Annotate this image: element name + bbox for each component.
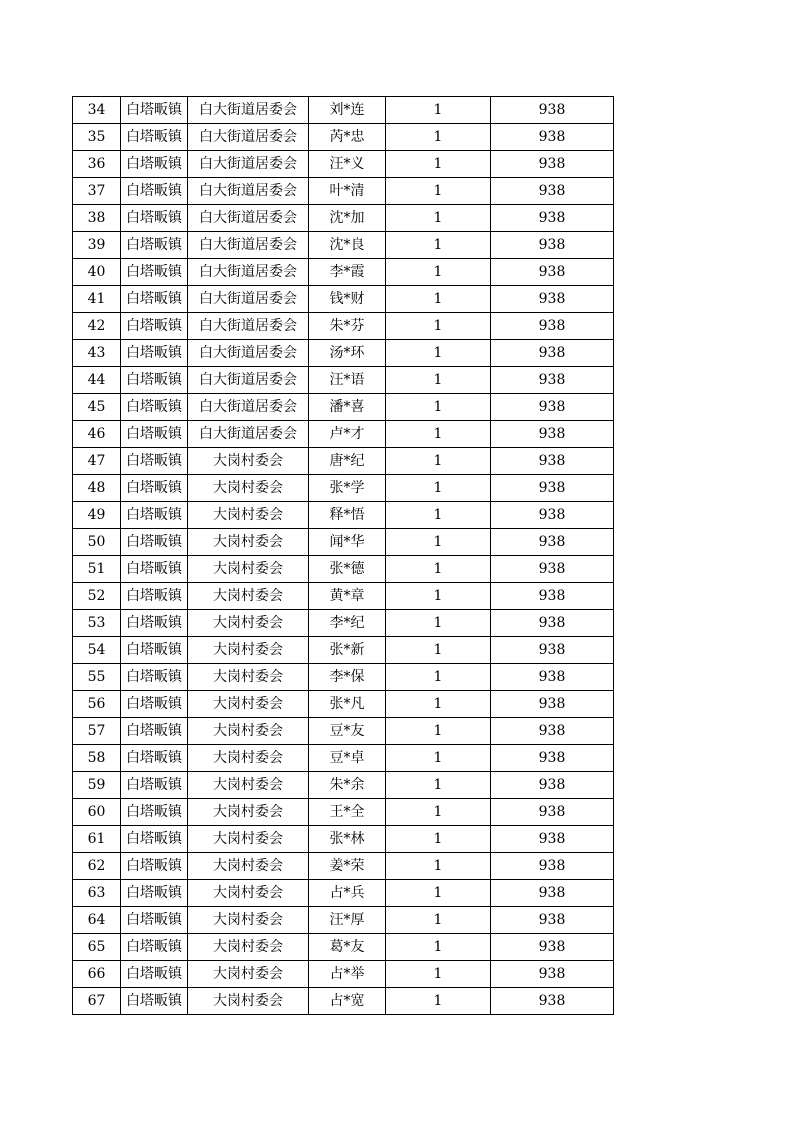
row-number-cell: 65 [73, 934, 121, 961]
table-row [73, 97, 614, 124]
count-cell: 1 [386, 691, 491, 718]
person-name-cell: 占*兵 [309, 880, 386, 907]
amount-cell: 938 [491, 286, 614, 313]
committee-cell: 大岗村委会 [188, 691, 309, 718]
town-cell: 白塔畈镇 [121, 97, 188, 124]
town-cell: 白塔畈镇 [121, 745, 188, 772]
amount-cell: 938 [491, 502, 614, 529]
town-cell: 白塔畈镇 [121, 529, 188, 556]
row-number-cell: 52 [73, 583, 121, 610]
count-cell: 1 [386, 232, 491, 259]
count-cell: 1 [386, 367, 491, 394]
count-cell: 1 [386, 988, 491, 1015]
committee-cell: 白大街道居委会 [188, 205, 309, 232]
count-cell: 1 [386, 880, 491, 907]
row-number-cell: 62 [73, 853, 121, 880]
amount-cell: 938 [491, 448, 614, 475]
committee-cell: 大岗村委会 [188, 853, 309, 880]
town-cell: 白塔畈镇 [121, 367, 188, 394]
table-row [73, 475, 614, 502]
table-row [73, 421, 614, 448]
count-cell: 1 [386, 502, 491, 529]
town-cell: 白塔畈镇 [121, 853, 188, 880]
town-cell: 白塔畈镇 [121, 664, 188, 691]
row-number-cell: 37 [73, 178, 121, 205]
row-number-cell: 51 [73, 556, 121, 583]
person-name-cell: 朱*芬 [309, 313, 386, 340]
person-name-cell: 张*凡 [309, 691, 386, 718]
table-row [73, 961, 614, 988]
count-cell: 1 [386, 178, 491, 205]
amount-cell: 938 [491, 178, 614, 205]
row-number-cell: 49 [73, 502, 121, 529]
town-cell: 白塔畈镇 [121, 475, 188, 502]
row-number-cell: 34 [73, 97, 121, 124]
committee-cell: 大岗村委会 [188, 907, 309, 934]
count-cell: 1 [386, 853, 491, 880]
table-row [73, 367, 614, 394]
committee-cell: 大岗村委会 [188, 718, 309, 745]
person-name-cell: 朱*余 [309, 772, 386, 799]
row-number-cell: 38 [73, 205, 121, 232]
amount-cell: 938 [491, 826, 614, 853]
town-cell: 白塔畈镇 [121, 772, 188, 799]
count-cell: 1 [386, 394, 491, 421]
row-number-cell: 64 [73, 907, 121, 934]
row-number-cell: 63 [73, 880, 121, 907]
count-cell: 1 [386, 610, 491, 637]
row-number-cell: 47 [73, 448, 121, 475]
amount-cell: 938 [491, 637, 614, 664]
town-cell: 白塔畈镇 [121, 232, 188, 259]
count-cell: 1 [386, 961, 491, 988]
count-cell: 1 [386, 907, 491, 934]
person-name-cell: 汪*语 [309, 367, 386, 394]
row-number-cell: 46 [73, 421, 121, 448]
count-cell: 1 [386, 826, 491, 853]
table-body [73, 97, 614, 1015]
town-cell: 白塔畈镇 [121, 934, 188, 961]
row-number-cell: 44 [73, 367, 121, 394]
table-row [73, 907, 614, 934]
count-cell: 1 [386, 718, 491, 745]
committee-cell: 白大街道居委会 [188, 286, 309, 313]
table-row [73, 880, 614, 907]
person-name-cell: 沈*加 [309, 205, 386, 232]
town-cell: 白塔畈镇 [121, 340, 188, 367]
row-number-cell: 59 [73, 772, 121, 799]
count-cell: 1 [386, 529, 491, 556]
table-row [73, 205, 614, 232]
count-cell: 1 [386, 664, 491, 691]
table-row [73, 286, 614, 313]
amount-cell: 938 [491, 124, 614, 151]
committee-cell: 大岗村委会 [188, 961, 309, 988]
committee-cell: 大岗村委会 [188, 637, 309, 664]
committee-cell: 大岗村委会 [188, 934, 309, 961]
person-name-cell: 李*保 [309, 664, 386, 691]
table-row [73, 556, 614, 583]
person-name-cell: 张*新 [309, 637, 386, 664]
count-cell: 1 [386, 745, 491, 772]
row-number-cell: 35 [73, 124, 121, 151]
amount-cell: 938 [491, 907, 614, 934]
person-name-cell: 钱*财 [309, 286, 386, 313]
table-row [73, 718, 614, 745]
amount-cell: 938 [491, 313, 614, 340]
town-cell: 白塔畈镇 [121, 151, 188, 178]
town-cell: 白塔畈镇 [121, 205, 188, 232]
table-row [73, 610, 614, 637]
row-number-cell: 53 [73, 610, 121, 637]
town-cell: 白塔畈镇 [121, 637, 188, 664]
table-row [73, 313, 614, 340]
count-cell: 1 [386, 421, 491, 448]
count-cell: 1 [386, 205, 491, 232]
amount-cell: 938 [491, 772, 614, 799]
row-number-cell: 36 [73, 151, 121, 178]
row-number-cell: 42 [73, 313, 121, 340]
person-name-cell: 汪*义 [309, 151, 386, 178]
row-number-cell: 41 [73, 286, 121, 313]
table-row [73, 502, 614, 529]
town-cell: 白塔畈镇 [121, 178, 188, 205]
amount-cell: 938 [491, 394, 614, 421]
town-cell: 白塔畈镇 [121, 880, 188, 907]
committee-cell: 白大街道居委会 [188, 259, 309, 286]
person-name-cell: 占*举 [309, 961, 386, 988]
committee-cell: 大岗村委会 [188, 880, 309, 907]
person-name-cell: 释*悟 [309, 502, 386, 529]
amount-cell: 938 [491, 691, 614, 718]
committee-cell: 大岗村委会 [188, 583, 309, 610]
committee-cell: 白大街道居委会 [188, 340, 309, 367]
table-row [73, 745, 614, 772]
amount-cell: 938 [491, 151, 614, 178]
committee-cell: 大岗村委会 [188, 610, 309, 637]
town-cell: 白塔畈镇 [121, 610, 188, 637]
amount-cell: 938 [491, 745, 614, 772]
table-row [73, 664, 614, 691]
committee-cell: 大岗村委会 [188, 745, 309, 772]
person-name-cell: 潘*喜 [309, 394, 386, 421]
committee-cell: 白大街道居委会 [188, 232, 309, 259]
row-number-cell: 48 [73, 475, 121, 502]
person-name-cell: 姜*荣 [309, 853, 386, 880]
person-name-cell: 黄*章 [309, 583, 386, 610]
amount-cell: 938 [491, 529, 614, 556]
person-name-cell: 唐*纪 [309, 448, 386, 475]
committee-cell: 大岗村委会 [188, 448, 309, 475]
committee-cell: 大岗村委会 [188, 799, 309, 826]
amount-cell: 938 [491, 556, 614, 583]
amount-cell: 938 [491, 718, 614, 745]
person-name-cell: 汪*厚 [309, 907, 386, 934]
person-name-cell: 沈*良 [309, 232, 386, 259]
row-number-cell: 60 [73, 799, 121, 826]
committee-cell: 大岗村委会 [188, 826, 309, 853]
committee-cell: 白大街道居委会 [188, 97, 309, 124]
table-row [73, 637, 614, 664]
amount-cell: 938 [491, 97, 614, 124]
amount-cell: 938 [491, 367, 614, 394]
row-number-cell: 57 [73, 718, 121, 745]
town-cell: 白塔畈镇 [121, 313, 188, 340]
table-row [73, 853, 614, 880]
committee-cell: 大岗村委会 [188, 988, 309, 1015]
town-cell: 白塔畈镇 [121, 826, 188, 853]
table-row [73, 583, 614, 610]
person-name-cell: 葛*友 [309, 934, 386, 961]
town-cell: 白塔畈镇 [121, 421, 188, 448]
row-number-cell: 45 [73, 394, 121, 421]
table-row [73, 529, 614, 556]
row-number-cell: 61 [73, 826, 121, 853]
row-number-cell: 40 [73, 259, 121, 286]
count-cell: 1 [386, 799, 491, 826]
person-name-cell: 豆*卓 [309, 745, 386, 772]
count-cell: 1 [386, 259, 491, 286]
count-cell: 1 [386, 313, 491, 340]
row-number-cell: 43 [73, 340, 121, 367]
person-name-cell: 叶*清 [309, 178, 386, 205]
person-name-cell: 占*宽 [309, 988, 386, 1015]
committee-cell: 大岗村委会 [188, 502, 309, 529]
table-row [73, 934, 614, 961]
amount-cell: 938 [491, 259, 614, 286]
person-name-cell: 闻*华 [309, 529, 386, 556]
row-number-cell: 55 [73, 664, 121, 691]
person-name-cell: 刘*连 [309, 97, 386, 124]
row-number-cell: 39 [73, 232, 121, 259]
amount-cell: 938 [491, 664, 614, 691]
table-row [73, 151, 614, 178]
table-row [73, 124, 614, 151]
table-row [73, 340, 614, 367]
row-number-cell: 58 [73, 745, 121, 772]
town-cell: 白塔畈镇 [121, 448, 188, 475]
town-cell: 白塔畈镇 [121, 907, 188, 934]
person-name-cell: 卢*才 [309, 421, 386, 448]
amount-cell: 938 [491, 853, 614, 880]
committee-cell: 白大街道居委会 [188, 313, 309, 340]
table-row [73, 772, 614, 799]
person-name-cell: 豆*友 [309, 718, 386, 745]
count-cell: 1 [386, 583, 491, 610]
town-cell: 白塔畈镇 [121, 556, 188, 583]
committee-cell: 大岗村委会 [188, 529, 309, 556]
committee-cell: 白大街道居委会 [188, 151, 309, 178]
amount-cell: 938 [491, 934, 614, 961]
row-number-cell: 50 [73, 529, 121, 556]
data-table [72, 96, 614, 1015]
table-row [73, 988, 614, 1015]
committee-cell: 白大街道居委会 [188, 421, 309, 448]
town-cell: 白塔畈镇 [121, 691, 188, 718]
town-cell: 白塔畈镇 [121, 394, 188, 421]
person-name-cell: 汤*环 [309, 340, 386, 367]
town-cell: 白塔畈镇 [121, 124, 188, 151]
count-cell: 1 [386, 934, 491, 961]
committee-cell: 白大街道居委会 [188, 367, 309, 394]
count-cell: 1 [386, 97, 491, 124]
count-cell: 1 [386, 124, 491, 151]
table-row [73, 394, 614, 421]
town-cell: 白塔畈镇 [121, 259, 188, 286]
town-cell: 白塔畈镇 [121, 961, 188, 988]
count-cell: 1 [386, 556, 491, 583]
amount-cell: 938 [491, 475, 614, 502]
table-row [73, 232, 614, 259]
count-cell: 1 [386, 151, 491, 178]
committee-cell: 大岗村委会 [188, 475, 309, 502]
count-cell: 1 [386, 286, 491, 313]
town-cell: 白塔畈镇 [121, 502, 188, 529]
town-cell: 白塔畈镇 [121, 583, 188, 610]
table-row [73, 259, 614, 286]
amount-cell: 938 [491, 232, 614, 259]
amount-cell: 938 [491, 421, 614, 448]
committee-cell: 白大街道居委会 [188, 394, 309, 421]
table-row [73, 691, 614, 718]
town-cell: 白塔畈镇 [121, 286, 188, 313]
person-name-cell: 芮*忠 [309, 124, 386, 151]
table-row [73, 448, 614, 475]
person-name-cell: 张*学 [309, 475, 386, 502]
amount-cell: 938 [491, 988, 614, 1015]
table-row [73, 826, 614, 853]
town-cell: 白塔畈镇 [121, 988, 188, 1015]
row-number-cell: 54 [73, 637, 121, 664]
person-name-cell: 王*全 [309, 799, 386, 826]
row-number-cell: 66 [73, 961, 121, 988]
person-name-cell: 李*霞 [309, 259, 386, 286]
committee-cell: 白大街道居委会 [188, 124, 309, 151]
count-cell: 1 [386, 772, 491, 799]
amount-cell: 938 [491, 799, 614, 826]
amount-cell: 938 [491, 880, 614, 907]
committee-cell: 大岗村委会 [188, 664, 309, 691]
committee-cell: 大岗村委会 [188, 556, 309, 583]
count-cell: 1 [386, 340, 491, 367]
amount-cell: 938 [491, 583, 614, 610]
town-cell: 白塔畈镇 [121, 718, 188, 745]
row-number-cell: 67 [73, 988, 121, 1015]
amount-cell: 938 [491, 205, 614, 232]
amount-cell: 938 [491, 961, 614, 988]
person-name-cell: 张*德 [309, 556, 386, 583]
person-name-cell: 张*林 [309, 826, 386, 853]
count-cell: 1 [386, 637, 491, 664]
row-number-cell: 56 [73, 691, 121, 718]
table-row [73, 178, 614, 205]
town-cell: 白塔畈镇 [121, 799, 188, 826]
count-cell: 1 [386, 475, 491, 502]
amount-cell: 938 [491, 610, 614, 637]
table-row [73, 799, 614, 826]
committee-cell: 白大街道居委会 [188, 178, 309, 205]
count-cell: 1 [386, 448, 491, 475]
amount-cell: 938 [491, 340, 614, 367]
committee-cell: 大岗村委会 [188, 772, 309, 799]
person-name-cell: 李*纪 [309, 610, 386, 637]
